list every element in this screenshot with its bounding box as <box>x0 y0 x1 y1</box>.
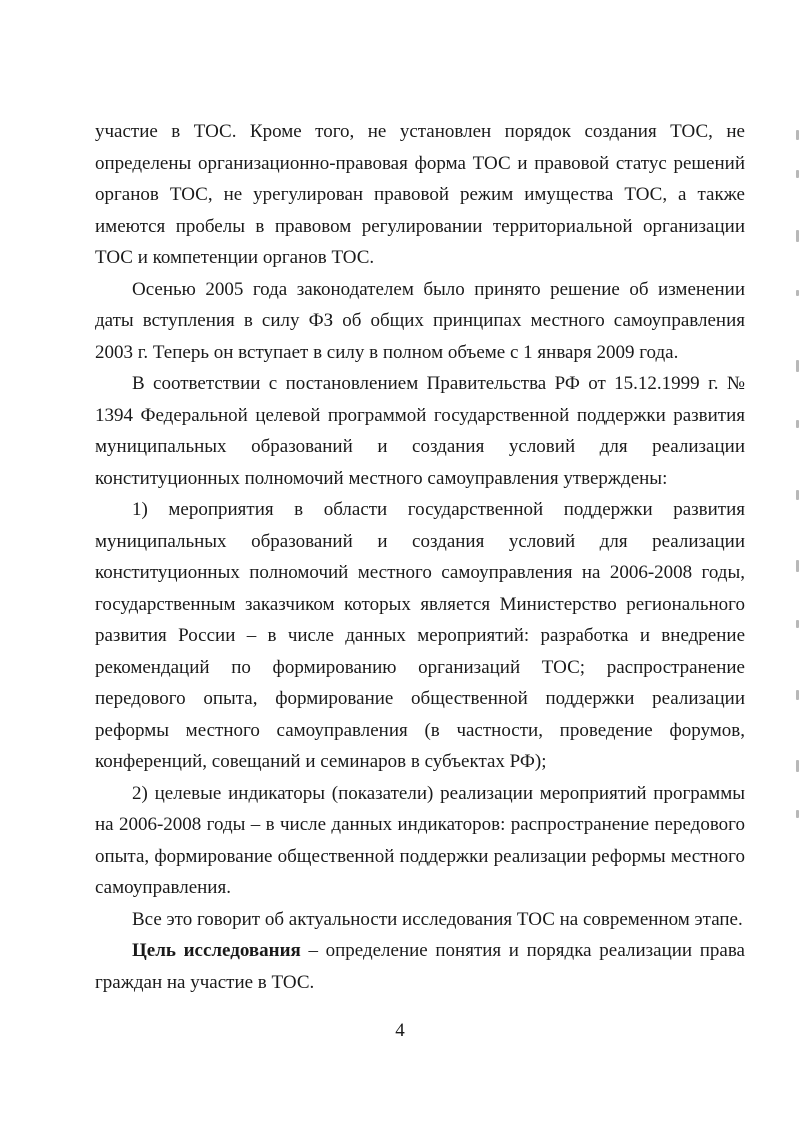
paragraph-law-date: Осенью 2005 года законодателем было принято решение об изменении даты вступления в силу ФЗ об общих принципах местного самоуправления 2003 г. Теперь он вступает в силу в полном объеме с 1 января 2009 года. <box>95 278 745 363</box>
list-item-measures: 1) мероприятия в области государственной поддержки развития муниципальных образований и создания условий для реализации конституционных полномочий местного самоуправления на 2006-2008 годы, государственным заказчиком которых является Министерство регионального развития России – в числе данных мероприятий: разработка и внедрение рекомендаций по формированию организаций ТОС; распространение передового опыта, формирование общественной поддержки реализации реформы местного самоуправления (в частности, проведение форумов, конференций, совещаний и семинаров в субъектах РФ); <box>95 499 745 772</box>
paragraph-government-decree: В соответствии с постановлением Правительства РФ от 15.12.1999 г. № 1394 Федеральной целевой программой государственной поддержки развития муниципальных образований и создания условий для реализации конституционных полномочий местного самоуправления утверждены: <box>95 373 745 489</box>
paragraph-continuation: участие в ТОС. Кроме того, не установлен порядок создания ТОС, не определены организационно-правовая форма ТОС и правовой статус решений органов ТОС, не урегулирован правовой режим имущества ТОС, а также имеются пробелы в правовом регулировании территориальной организации ТОС и компетенции органов ТОС. <box>95 121 745 268</box>
paragraph-research-goal <box>95 935 745 998</box>
page-number: 4 <box>395 1020 405 1041</box>
paragraph-relevance: Все это говорит об актуальности исследования ТОС на современном этапе. <box>132 908 743 930</box>
scan-edge-marks <box>792 120 800 840</box>
research-goal-label: Цель исследования <box>132 940 301 961</box>
list-item-indicators: 2) целевые индикаторы (показатели) реализации мероприятий программы на 2006-2008 годы – в числе данных индикаторов: распространение передового опыта, формирование общественной поддержки реализации реформы местного самоуправления. <box>95 782 745 898</box>
document-body <box>95 116 745 998</box>
research-goal-text: – определение понятия и порядка реализации права граждан на участие в ТОС. <box>95 940 745 993</box>
